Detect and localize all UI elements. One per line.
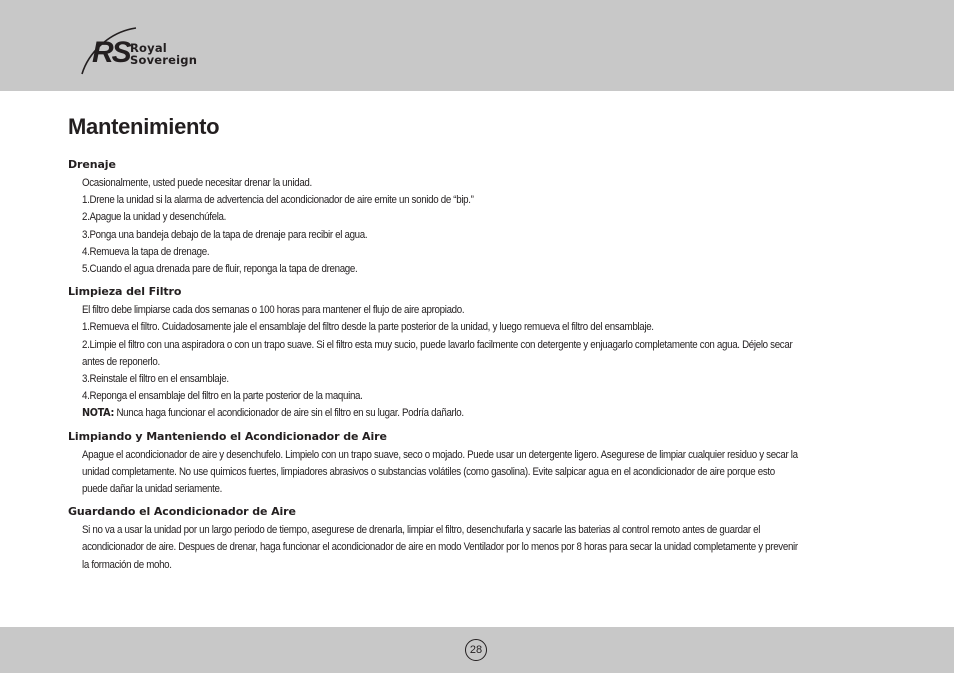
note-text: Nunca haga funcionar el acondicionador de aire sin el filtro en su lugar. Podría dañarlo. bbox=[114, 407, 464, 420]
note-label: NOTA: bbox=[82, 407, 115, 420]
body-line: 5.Cuando el agua drenada pare de fluir, reponga la tapa de drenage. bbox=[82, 263, 358, 276]
document-body bbox=[68, 158, 888, 581]
body-line: la formación de moho. bbox=[82, 558, 172, 571]
page-title: Mantenimiento bbox=[68, 114, 220, 139]
royal-sovereign-logo bbox=[78, 24, 218, 78]
section-heading: Limpiando y Manteniendo el Acondicionador de Aire bbox=[68, 429, 387, 443]
note-line bbox=[82, 405, 824, 422]
section-heading: Guardando el Acondicionador de Aire bbox=[68, 505, 296, 519]
body-line: puede dañar la unidad seriamente. bbox=[82, 483, 223, 496]
body-line: 4.Remueva la tapa de drenage. bbox=[82, 245, 210, 258]
section-heading: Limpieza del Filtro bbox=[68, 285, 182, 299]
section-drenaje bbox=[68, 158, 888, 278]
body-line: El filtro debe limpiarse cada dos semanas o 100 horas para mantener el flujo de aire apropiado. bbox=[82, 304, 465, 317]
body-line: 4.Reponga el ensamblaje del filtro en la parte posterior de la maquina. bbox=[82, 390, 363, 403]
body-line: 2.Apague la unidad y desenchúfela. bbox=[82, 211, 227, 224]
logo-line-2: Sovereign bbox=[130, 53, 198, 67]
section-guardando bbox=[68, 505, 888, 574]
section-lines bbox=[68, 302, 888, 422]
body-line: 2.Limpie el filtro con una aspiradora o con un trapo suave. Si el filtro esta muy sucio, puede lavarlo facilmente con detergente y enjuagarlo completamente con agua. Déjelo secar bbox=[82, 338, 793, 351]
body-line: Apague el acondicionador de aire y desenchufelo. Limpielo con un trapo suave, seco o mojado. Puede usar un detergente ligero. Asegurese de limpiar cualquier residuo y secar la bbox=[82, 448, 798, 461]
body-line: 3.Reinstale el filtro en el ensamblaje. bbox=[82, 373, 229, 386]
section-limpiando-manteniendo bbox=[68, 430, 888, 499]
body-line: antes de reponerlo. bbox=[82, 355, 160, 368]
section-lines bbox=[68, 522, 888, 574]
body-line: 1.Drene la unidad si la alarma de advertencia del acondicionador de aire emite un sonido de “bip.” bbox=[82, 194, 474, 207]
section-limpieza-filtro bbox=[68, 285, 888, 422]
section-heading: Drenaje bbox=[68, 158, 116, 171]
logo-wordmark bbox=[130, 42, 197, 66]
body-line: Ocasionalmente, usted puede necesitar drenar la unidad. bbox=[82, 177, 312, 189]
page-number: 28 bbox=[465, 639, 487, 661]
body-line: Si no va a usar la unidad por un largo periodo de tiempo, asegurese de drenarla, limpiar el filtro, desenchufarla y sacarle las baterias al control remoto antes de guardar el bbox=[82, 524, 761, 537]
body-line: acondicionador de aire. Despues de drenar, haga funcionar el acondicionador de aire en modo Ventilador por lo menos por 8 horas para secar la unidad completamente y prevenir bbox=[82, 541, 798, 554]
body-line: 1.Remueva el filtro. Cuidadosamente jale el ensamblaje del filtro desde la parte posterior de la unidad, y luego remueva el filtro del ensamblaje. bbox=[82, 321, 654, 334]
body-line: 3.Ponga una bandeja debajo de la tapa de drenaje para recibir el agua. bbox=[82, 228, 368, 241]
logo-line-1: Royal bbox=[130, 41, 167, 55]
section-lines bbox=[68, 447, 888, 499]
logo-mark-text: RS bbox=[92, 36, 130, 69]
body-line: unidad completamente. No use quimicos fuertes, limpiadores abrasivos o substancias volátiles (como gasolina). Evite salpicar agua en el acondicionador de aire porque esto bbox=[82, 465, 775, 478]
section-lines bbox=[68, 175, 888, 278]
